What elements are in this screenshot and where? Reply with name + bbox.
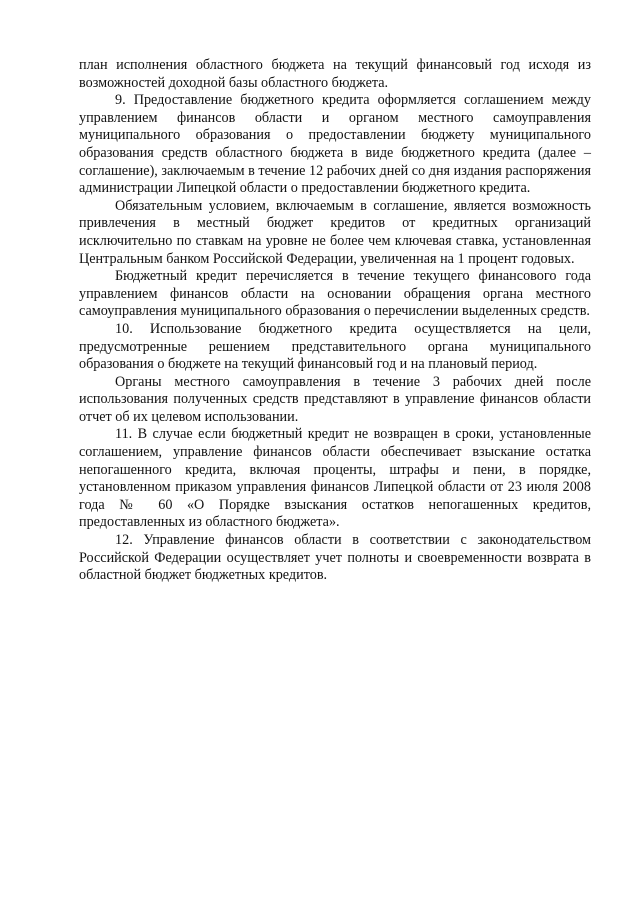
paragraph-usage-report: Органы местного самоуправления в течение 3 рабочих дней после использования полученных средств представляют в управление финансов области отчет об их целевом использовании. (79, 373, 591, 425)
paragraph-mandatory-condition: Обязательным условием, включаемым в соглашение, является возможность привлечения в местный бюджет кредитов от кредитных организаций исключительно по ставкам на уровне не более чем ключевая ставка, установленная Центральным банком Российской Федерации, увеличенная на 1 процент годовых. (79, 197, 591, 267)
document-page (79, 57, 591, 585)
paragraph-item-9: 9. Предоставление бюджетного кредита оформляется соглашением между управлением финансов области и органом местного самоуправления муниципального образования о предоставлении бюджету муниципального образования средств областного бюджета в виде бюджетного кредита (далее – соглашение), заключаемым в течение 12 рабочих дней со дня издания распоряжения администрации Липецкой области о предоставлении бюджетного кредита. (79, 92, 591, 197)
paragraph-item-12: 12. Управление финансов области в соответствии с законодательством Российской Федерации осуществляет учет полноты и своевременности возврата в областной бюджет бюджетных кредитов. (79, 532, 591, 584)
paragraph-credit-transfer: Бюджетный кредит перечисляется в течение текущего финансового года управлением финансов области на основании обращения органа местного самоуправления муниципального образования о перечислении выделенных средств. (79, 268, 591, 320)
paragraph-continuation: план исполнения областного бюджета на текущий финансовый год исходя из возможностей доходной базы областного бюджета. (79, 57, 591, 91)
paragraph-item-10: 10. Использование бюджетного кредита осуществляется на цели, предусмотренные решением представительного органа муниципального образования о бюджете на текущий финансовый год и на плановый период. (79, 320, 591, 373)
paragraph-item-11: 11. В случае если бюджетный кредит не возвращен в сроки, установленные соглашением, управление финансов области обеспечивает взыскание остатка непогашенного кредита, включая проценты, штрафы и пени, в порядке, установленном приказом управления финансов Липецкой области от 23 июля 2008 года № 60 «О Порядке взыскания остатков непогашенных кредитов, предоставленных из областного бюджета». (79, 426, 591, 531)
